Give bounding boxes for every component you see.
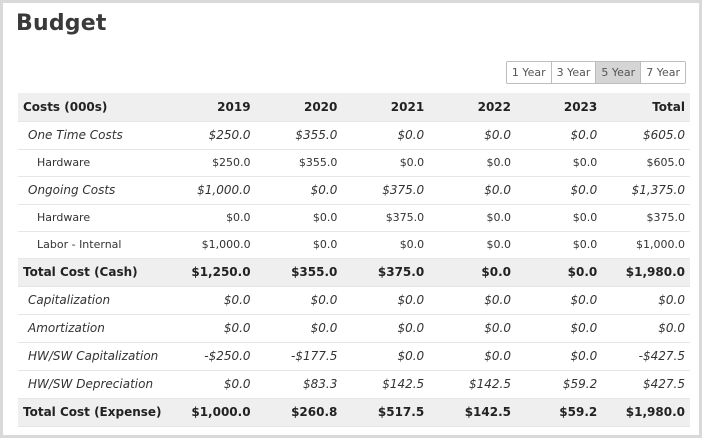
row-value: $0.0 xyxy=(429,121,516,149)
header-2022: 2022 xyxy=(429,93,516,121)
row-value: $0.0 xyxy=(516,342,602,370)
row-value: $1,000.0 xyxy=(168,398,256,426)
row-label: Hardware xyxy=(18,149,168,176)
row-value: $0.0 xyxy=(516,204,602,231)
row-value: $250.0 xyxy=(168,149,256,176)
row-value: $0.0 xyxy=(342,231,429,258)
row-value: $355.0 xyxy=(256,121,343,149)
row-label: Capitalization xyxy=(18,286,168,314)
row-label: One Time Costs xyxy=(18,121,168,149)
table-row xyxy=(18,231,690,258)
row-value: $1,980.0 xyxy=(602,398,690,426)
time-range-selector xyxy=(506,61,686,84)
table-header-row xyxy=(18,93,690,121)
row-value: $142.5 xyxy=(342,370,429,398)
range-5-year-button[interactable]: 5 Year xyxy=(595,62,640,83)
row-value: $355.0 xyxy=(256,258,343,286)
row-value: -$250.0 xyxy=(168,342,256,370)
row-value: $0.0 xyxy=(602,314,690,342)
row-value: $0.0 xyxy=(429,342,516,370)
row-value: $142.5 xyxy=(429,370,516,398)
row-value: $0.0 xyxy=(516,258,602,286)
header-2023: 2023 xyxy=(516,93,602,121)
row-value: $0.0 xyxy=(256,176,343,204)
row-value: $59.2 xyxy=(516,398,602,426)
row-label: Amortization xyxy=(18,314,168,342)
table-row xyxy=(18,342,690,370)
header-costs: Costs (000s) xyxy=(18,93,168,121)
row-value: -$427.5 xyxy=(602,342,690,370)
row-value: $605.0 xyxy=(602,121,690,149)
header-2021: 2021 xyxy=(342,93,429,121)
table-total-row xyxy=(18,258,690,286)
row-value: $260.8 xyxy=(256,398,343,426)
table-row xyxy=(18,370,690,398)
row-value: $0.0 xyxy=(168,314,256,342)
row-value: $0.0 xyxy=(342,149,429,176)
row-value: $0.0 xyxy=(429,149,516,176)
row-value: $0.0 xyxy=(342,286,429,314)
range-7-year-button[interactable]: 7 Year xyxy=(640,62,685,83)
row-value: $0.0 xyxy=(256,231,343,258)
row-value: $1,000.0 xyxy=(168,231,256,258)
table-row xyxy=(18,121,690,149)
row-label: HW/SW Depreciation xyxy=(18,370,168,398)
table-row xyxy=(18,176,690,204)
row-value: $355.0 xyxy=(256,149,343,176)
row-value: $1,375.0 xyxy=(602,176,690,204)
row-value: $0.0 xyxy=(429,176,516,204)
row-value: $0.0 xyxy=(256,204,343,231)
row-label: Total Cost (Expense) xyxy=(18,398,168,426)
row-label: Ongoing Costs xyxy=(18,176,168,204)
row-value: $0.0 xyxy=(516,286,602,314)
row-value: $517.5 xyxy=(342,398,429,426)
row-value: $0.0 xyxy=(429,258,516,286)
row-value: $0.0 xyxy=(516,314,602,342)
row-value: $0.0 xyxy=(168,370,256,398)
header-2020: 2020 xyxy=(256,93,343,121)
row-value: $1,000.0 xyxy=(602,231,690,258)
row-value: $0.0 xyxy=(429,231,516,258)
row-value: $0.0 xyxy=(429,314,516,342)
table-row xyxy=(18,149,690,176)
row-value: $605.0 xyxy=(602,149,690,176)
row-value: $0.0 xyxy=(342,342,429,370)
row-value: $0.0 xyxy=(602,286,690,314)
row-value: $1,980.0 xyxy=(602,258,690,286)
row-value: $0.0 xyxy=(256,314,343,342)
row-label: HW/SW Capitalization xyxy=(18,342,168,370)
row-label: Hardware xyxy=(18,204,168,231)
row-value: $0.0 xyxy=(429,286,516,314)
row-value: $142.5 xyxy=(429,398,516,426)
row-value: $0.0 xyxy=(429,204,516,231)
row-value: $59.2 xyxy=(516,370,602,398)
row-value: $0.0 xyxy=(168,204,256,231)
header-total: Total xyxy=(602,93,690,121)
budget-table xyxy=(18,93,690,427)
row-value: $250.0 xyxy=(168,121,256,149)
page-title: Budget xyxy=(16,11,107,36)
row-value: $1,250.0 xyxy=(168,258,256,286)
row-value: $0.0 xyxy=(516,176,602,204)
table-row xyxy=(18,204,690,231)
row-label: Labor - Internal xyxy=(18,231,168,258)
table-total-row xyxy=(18,398,690,426)
row-value: $375.0 xyxy=(342,176,429,204)
row-value: $0.0 xyxy=(516,149,602,176)
row-value: $0.0 xyxy=(342,121,429,149)
row-value: -$177.5 xyxy=(256,342,343,370)
row-value: $375.0 xyxy=(342,258,429,286)
row-value: $0.0 xyxy=(168,286,256,314)
row-value: $0.0 xyxy=(256,286,343,314)
row-label: Total Cost (Cash) xyxy=(18,258,168,286)
table-row xyxy=(18,314,690,342)
table-row xyxy=(18,286,690,314)
row-value: $83.3 xyxy=(256,370,343,398)
range-1-year-button[interactable]: 1 Year xyxy=(507,62,551,83)
row-value: $375.0 xyxy=(602,204,690,231)
row-value: $1,000.0 xyxy=(168,176,256,204)
header-2019: 2019 xyxy=(168,93,256,121)
row-value: $427.5 xyxy=(602,370,690,398)
row-value: $375.0 xyxy=(342,204,429,231)
row-value: $0.0 xyxy=(516,231,602,258)
row-value: $0.0 xyxy=(342,314,429,342)
row-value: $0.0 xyxy=(516,121,602,149)
range-3-year-button[interactable]: 3 Year xyxy=(551,62,596,83)
